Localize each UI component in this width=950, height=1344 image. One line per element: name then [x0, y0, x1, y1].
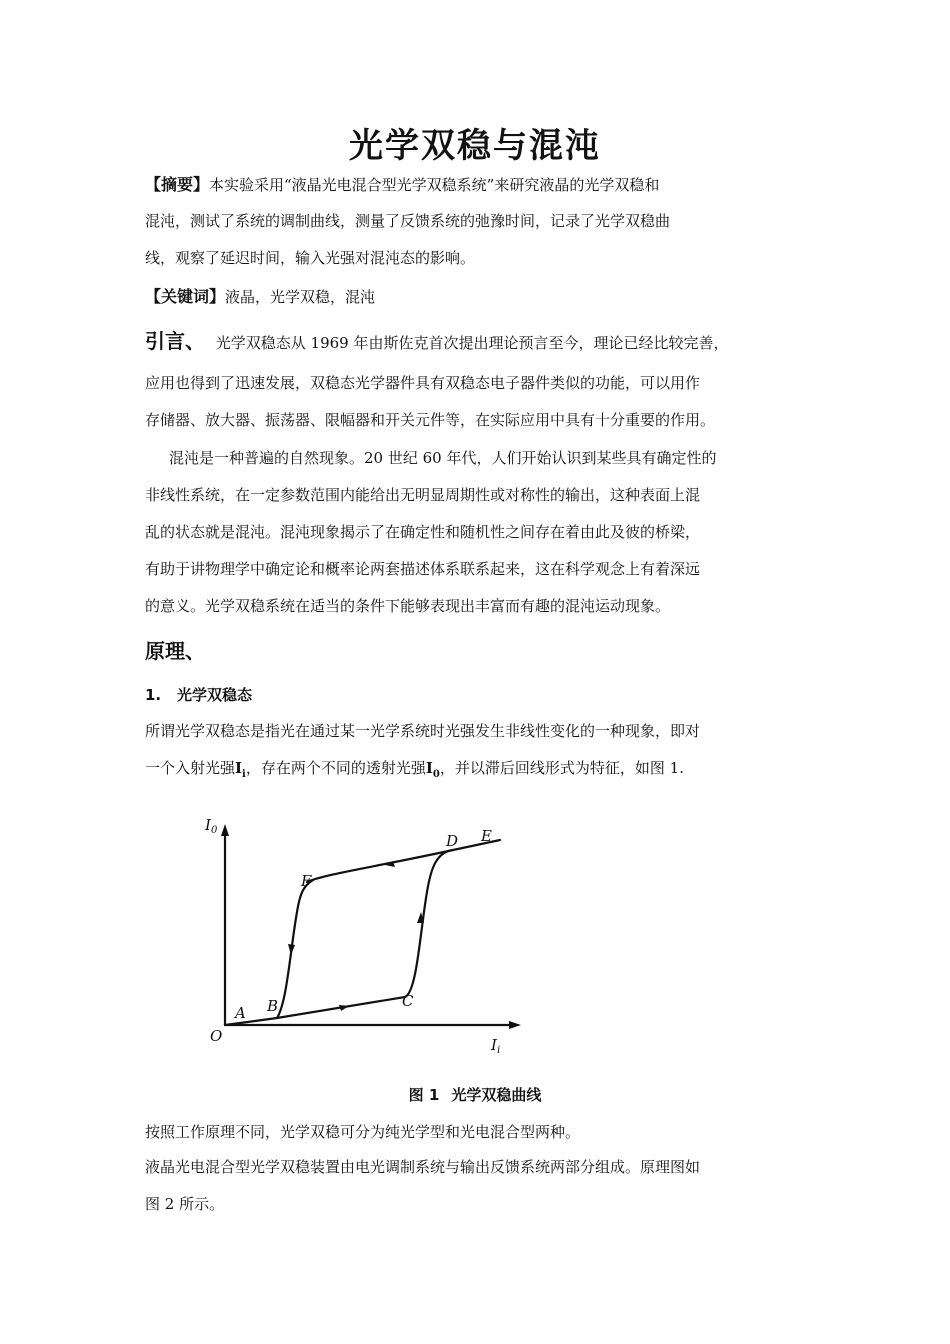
p1-text-b: ，存在两个不同的透射光强: [245, 759, 426, 777]
p1-text-c: ，并以滞后回线形式为特征，如图 1.: [439, 759, 684, 777]
figure-1-number: 图 1: [408, 1086, 440, 1104]
intro-p2-line-2: 非线性系统，在一定参数范围内能给出无明显周期性或对称性的输出，这种表面上混: [145, 486, 701, 504]
after-line-1: 按照工作原理不同，光学双稳可分为纯光学型和光电混合型两种。: [145, 1123, 581, 1141]
abstract-label: 【摘要】: [145, 175, 210, 194]
bistability-hysteresis-figure: [195, 812, 535, 1062]
intro-line-1: [145, 328, 785, 356]
keywords-text: 液晶，光学双稳，混沌: [225, 288, 376, 306]
intro-line-2: 应用也得到了迅速发展，双稳态光学器件具有双稳态电子器件类似的功能，可以用作: [145, 374, 701, 392]
principle-p1-line-1: 所谓光学双稳态是指光在通过某一光学系统时光强发生非线性变化的一种现象，即对: [145, 722, 701, 740]
intro-text-1: 光学双稳态从 1969 年由斯佐克首次提出理论预言至今，理论已经比较完善，: [215, 334, 729, 352]
output-intensity-symbol: $I_0$: [425, 759, 440, 780]
point-label-b: B: [267, 997, 279, 1015]
switch-down-curve: [277, 880, 313, 1018]
intro-p2-line-3: 乱的状态就是混沌。混沌现象揭示了在确定性和随机性之间存在着由此及彼的桥梁，: [145, 523, 701, 541]
x-axis-arrow: [509, 1021, 521, 1029]
section-1-number: 1.: [145, 686, 162, 704]
switch-up-curve: [405, 850, 453, 997]
after-line-2: 液晶光电混合型光学双稳装置由电光调制系统与输出反馈系统两部分组成。原理图如: [145, 1158, 701, 1176]
paper-title: 光学双稳与混沌: [349, 126, 601, 166]
principle-heading-line: [145, 638, 785, 666]
point-label-f: F: [301, 872, 312, 890]
intro-p2-line-5: 的意义。光学双稳系统在适当的条件下能够表现出丰富而有趣的混沌运动现象。: [145, 597, 671, 615]
principle-heading: 原理、: [145, 639, 205, 663]
upper-branch-curve: [307, 840, 500, 882]
x-axis-label: $I_i$: [491, 1036, 501, 1056]
point-label-e: E: [481, 827, 492, 845]
intro-line-3: 存储器、放大器、振荡器、限幅器和开关元件等，在实际应用中具有十分重要的作用。: [145, 411, 716, 429]
origin-label: O: [210, 1027, 223, 1045]
intro-heading: 引言、: [145, 329, 205, 353]
section-1-heading: [145, 684, 252, 705]
keywords-line: [145, 286, 785, 308]
keywords-label: 【关键词】: [145, 287, 226, 306]
intro-p2-line-1: 混沌是一种普遍的自然现象。20 世纪 60 年代，人们开始认识到某些具有确定性的: [169, 449, 717, 467]
after-line-3: 图 2 所示。: [145, 1195, 225, 1213]
point-label-c: C: [402, 992, 414, 1010]
p1-text-a: 一个入射光强: [145, 759, 236, 777]
arrow-switch-down: [288, 944, 295, 955]
figure-1-title: 光学双稳曲线: [451, 1086, 542, 1104]
point-label-d: D: [446, 832, 459, 850]
lower-branch-curve: [225, 997, 405, 1025]
input-intensity-symbol: $I_i$: [235, 759, 246, 780]
intro-p2-line-4: 有助于讲物理学中确定论和概率论两套描述体系联系起来，这在科学观念上有着深远: [145, 560, 701, 578]
y-axis-arrow: [221, 824, 229, 836]
arrow-lower-branch: [339, 1005, 349, 1011]
point-label-a: A: [235, 1004, 246, 1022]
figure-1-caption: [0, 1084, 950, 1105]
principle-p1-line-2: [145, 757, 785, 786]
y-axis-label: $I_0$: [205, 816, 218, 836]
abstract-line-2: 混沌，测试了系统的调制曲线，测量了反馈系统的弛豫时间，记录了光学双稳曲: [145, 212, 671, 230]
abstract-line-3: 线，观察了延迟时间，输入光强对混沌态的影响。: [145, 249, 476, 267]
abstract-line-1: [145, 174, 785, 196]
abstract-text-1: 本实验采用“液晶光电混合型光学双稳系统”来研究液晶的光学双稳和: [209, 176, 660, 194]
section-1-title: 光学双稳态: [177, 686, 253, 704]
